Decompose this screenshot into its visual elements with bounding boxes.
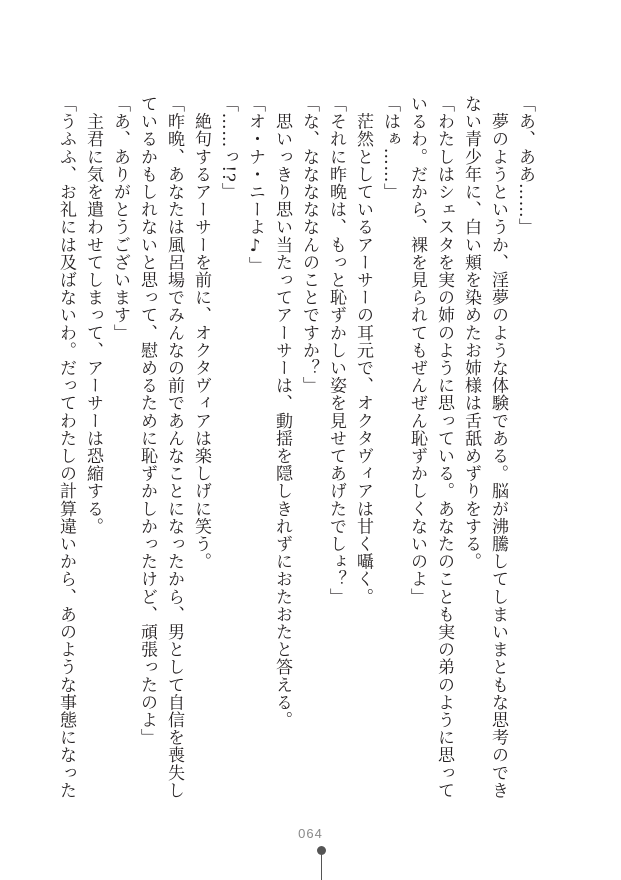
text-line: 「うふふ、お礼には及ばないわ。だってわたしの計算違いから、あのような事態になった — [56, 95, 76, 799]
text-line: 「あ、ああ……」 — [515, 95, 535, 236]
text-line: 思いっきり思い当たってアーサーは、動揺を隠しきれずにおたおたと答える。 — [272, 95, 292, 729]
text-line: ているかもしれないと思って、慰めるために恥ずかしかったけど、頑張ったのよ」 — [137, 95, 157, 747]
text-line: 「……っ!?」 — [218, 95, 238, 201]
text-line: 「はぁ……」 — [380, 95, 400, 201]
text-line: 「それに昨晩は、もっと恥ずかしい姿を見せてあげたでしょ？」 — [326, 95, 346, 606]
text-line: 「わたしはシェスタを実の姉のように思っている。あなたのことも実の弟のように思って — [434, 95, 454, 799]
text-line: 夢のようというか、淫夢のような体験である。脳が沸騰してしまいまともな思考のでき — [488, 95, 508, 799]
page-number: 064 — [298, 826, 323, 841]
text-line: 「あ、ありがとうございます」 — [110, 95, 130, 342]
page-marker-dot — [317, 846, 326, 855]
text-line: 絶句するアーサーを前に、オクタヴィアは楽しげに笑う。 — [191, 95, 211, 571]
text-line: 茫然としているアーサーの耳元で、オクタヴィアは甘く囁く。 — [353, 95, 373, 606]
text-line: 「な、なななななんのことですか？」 — [299, 95, 319, 395]
text-line: ない青少年に、白い頬を染めたお姉様は舌舐めずりをする。 — [461, 95, 481, 571]
text-line: いるわ。だから、裸を見られてもぜんぜん恥ずかしくないのよ」 — [407, 95, 427, 606]
body-text — [56, 95, 538, 799]
text-line: 「オ・ナ・ニーよ♪」 — [245, 95, 265, 274]
text-line: 「昨晩、あなたは風呂場でみんなの前であんなことになったから、男として自信を喪失し — [164, 95, 184, 799]
text-line: 主君に気を遣わせてしまって、アーサーは恐縮する。 — [83, 95, 103, 535]
